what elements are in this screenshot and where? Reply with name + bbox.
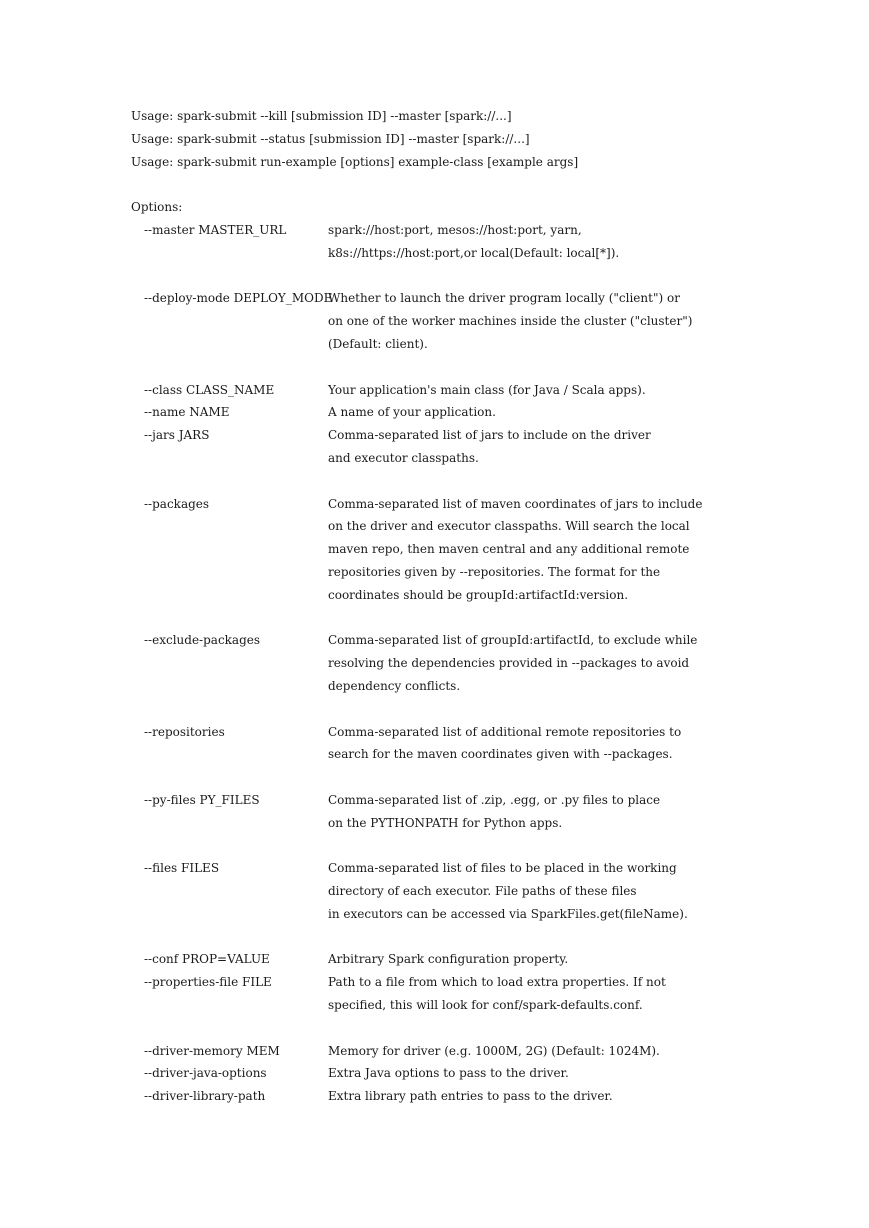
option-description [328,219,831,265]
description-line: spark://host:port, mesos://host:port, yarn, [328,222,582,237]
option-deploy-mode [131,287,831,355]
spacer [131,766,831,789]
description-line: Comma-separated list of additional remote repositories to [328,724,682,739]
description-line: and executor classpaths. [328,450,479,465]
description-line: resolving the dependencies provided in --packages to avoid [328,656,690,671]
option-driver-memory [131,1040,831,1063]
option-flag: --repositories [144,724,225,739]
option-class [131,379,831,402]
spacer [131,1017,831,1040]
option-flag: --driver-memory MEM [144,1043,280,1058]
spacer [131,607,831,630]
spacer [131,356,831,379]
option-flag: --conf PROP=VALUE [144,952,270,967]
option-conf [131,948,831,971]
description-line: coordinates should be groupId:artifactId:version. [328,587,629,602]
description-line: on one of the worker machines inside the cluster ("cluster") [328,314,693,329]
spacer [131,470,831,493]
description-line: on the driver and executor classpaths. Will search the local [328,519,690,534]
option-description [328,1040,831,1063]
option-repositories [131,721,831,767]
description-line: A name of your application. [328,405,496,420]
description-line: Comma-separated list of .zip, .egg, or .py files to place [328,792,661,807]
option-description [328,971,831,1017]
description-line: Path to a file from which to load extra properties. If not [328,975,666,990]
option-properties-file [131,971,831,1017]
options-heading: Options: [131,200,183,215]
description-line: in executors can be accessed via SparkFiles.get(fileName). [328,906,688,921]
option-flag: --name NAME [144,405,230,420]
option-flag: --exclude-packages [144,633,261,648]
option-flag: --jars JARS [144,428,210,443]
option-flag: --driver-java-options [144,1066,267,1081]
option-description [328,287,831,355]
description-line: Comma-separated list of jars to include on the driver [328,428,651,443]
spacer [131,698,831,721]
option-flag: --properties-file FILE [144,975,272,990]
option-jars [131,424,831,470]
option-description [328,857,831,925]
description-line: Comma-separated list of files to be placed in the working [328,861,677,876]
spacer [131,173,831,196]
option-packages [131,493,831,607]
description-line: Comma-separated list of maven coordinates of jars to include [328,496,703,511]
description-line: maven repo, then maven central and any additional remote [328,542,690,557]
description-line: Whether to launch the driver program locally ("client") or [328,291,680,306]
description-line: (Default: client). [328,336,428,351]
spacer [131,835,831,858]
description-line: Extra library path entries to pass to the driver. [328,1089,613,1104]
description-line: Arbitrary Spark configuration property. [328,952,569,967]
option-flag: --driver-library-path [144,1089,266,1104]
usage-line: Usage: spark-submit --status [submission ID] --master [spark://...] [131,131,530,146]
option-driver-library-path [131,1085,831,1108]
option-flag: --py-files PY_FILES [144,792,260,807]
option-py-files [131,789,831,835]
spacer [131,926,831,949]
option-flag: --master MASTER_URL [144,222,287,237]
option-flag: --deploy-mode DEPLOY_MODE [144,291,333,306]
description-line: Your application's main class (for Java / Scala apps). [328,382,646,397]
option-name [131,401,831,424]
option-description [328,401,831,424]
option-description [328,789,831,835]
help-document [131,105,831,1108]
option-description [328,493,831,607]
description-line: on the PYTHONPATH for Python apps. [328,815,563,830]
description-line: repositories given by --repositories. The format for the [328,564,661,579]
option-flag: --packages [144,496,210,511]
usage-line: Usage: spark-submit --kill [submission ID] --master [spark://...] [131,109,512,123]
description-line: Memory for driver (e.g. 1000M, 2G) (Default: 1024M). [328,1043,660,1058]
option-description [328,629,831,697]
option-exclude-packages [131,629,831,697]
description-line: dependency conflicts. [328,678,461,693]
description-line: directory of each executor. File paths of these files [328,884,637,899]
option-description [328,721,831,767]
option-description [328,948,831,971]
option-description [328,1062,831,1085]
description-line: k8s://https://host:port,or local(Default: local[*]). [328,245,620,260]
description-line: Extra Java options to pass to the driver. [328,1066,569,1081]
spacer [131,265,831,288]
option-files [131,857,831,925]
option-description [328,1085,831,1108]
description-line: Comma-separated list of groupId:artifactId, to exclude while [328,633,698,648]
option-driver-java-options [131,1062,831,1085]
description-line: search for the maven coordinates given with --packages. [328,747,673,762]
option-flag: --class CLASS_NAME [144,382,275,397]
option-flag: --files FILES [144,861,220,876]
option-description [328,424,831,470]
usage-line: Usage: spark-submit run-example [options] example-class [example args] [131,154,579,169]
description-line: specified, this will look for conf/spark-defaults.conf. [328,998,643,1013]
option-master [131,219,831,265]
option-description [328,379,831,402]
